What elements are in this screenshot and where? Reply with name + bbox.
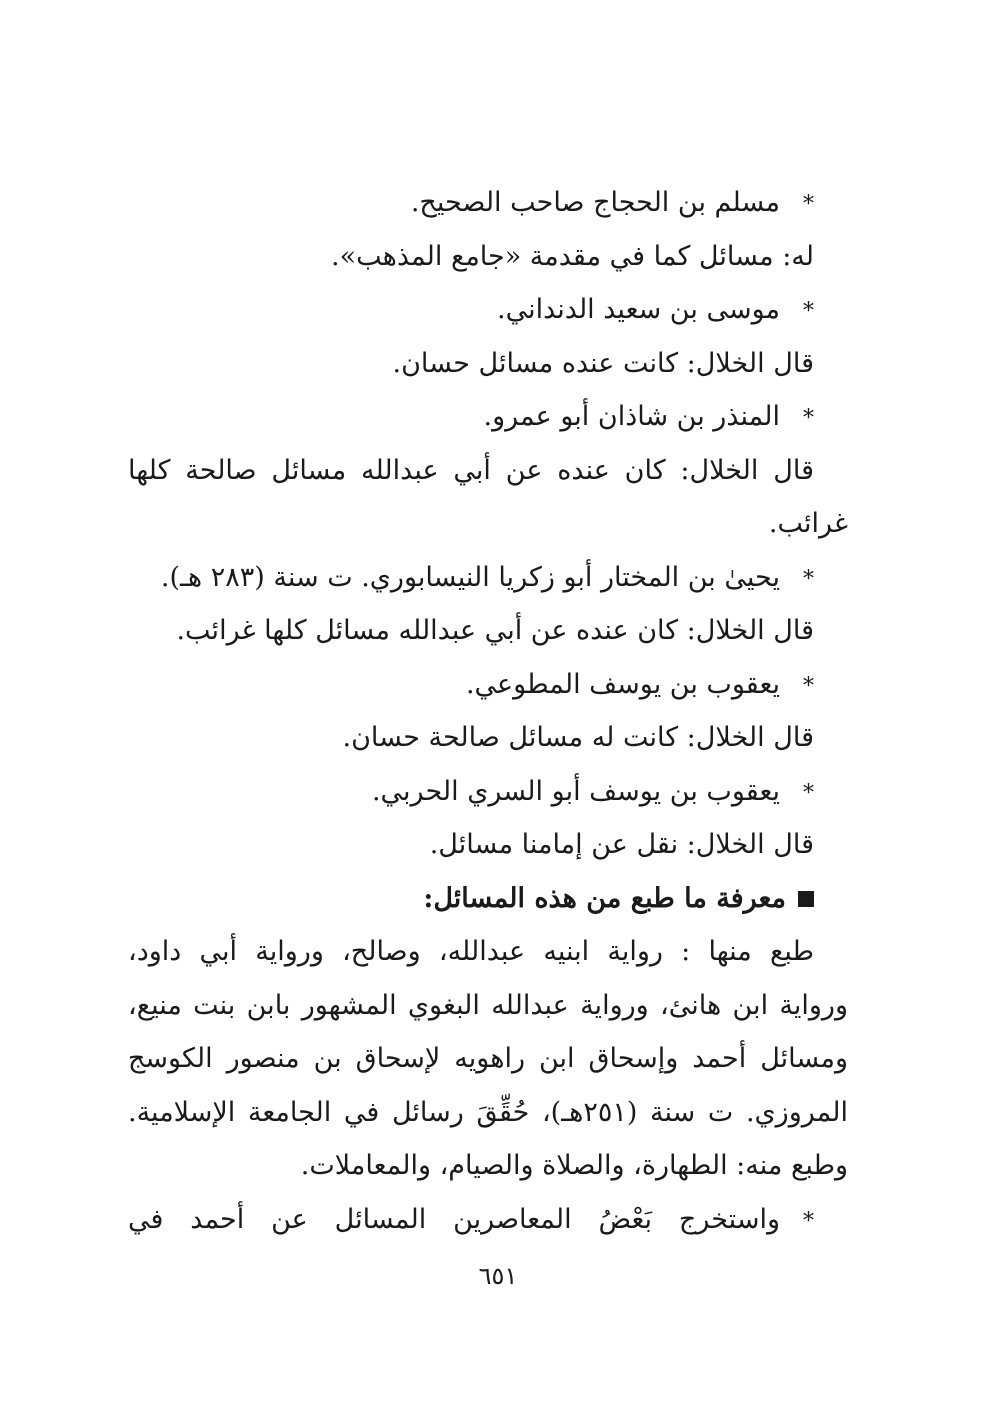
entry-mundhir-note-cont: غرائب. (768, 508, 848, 539)
bullet-star-icon: * (803, 192, 814, 217)
entry-mundhir-note: قال الخلال: كان عنده عن أبي عبدالله مسائل صالحة كلها (128, 454, 814, 486)
entry-mundhir: *المنذر بن شاذان أبو عمرو. (128, 390, 848, 444)
square-bullet-icon (798, 891, 814, 907)
paragraph-line: طبع منها : رواية ابنيه عبدالله، وصالح، ورواية أبي داود، (128, 936, 814, 967)
bullet-star-icon: * (803, 1208, 814, 1234)
entry-yahya: *يحيىٰ بن المختار أبو زكريا النيسابوري. ت سنة (٢٨٣ هـ). (128, 551, 848, 605)
paragraph-line: ومسائل أحمد وإسحاق ابن راهويه لإسحاق بن منصور الكوسج (128, 1043, 848, 1074)
entry-muslim: *مسلم بن الحجاج صاحب الصحيح. (128, 176, 848, 230)
entry-yaqub-harbi: *يعقوب بن يوسف أبو السري الحربي. (128, 765, 848, 819)
entry-musa: *موسى بن سعيد الدنداني. (128, 283, 848, 337)
entry-yaqub-mutawwii-note: قال الخلال: كانت له مسائل صالحة حسان. (342, 722, 814, 753)
page-number: ٦٥١ (478, 1262, 518, 1290)
paragraph-line: المروزي. ت سنة (٢٥١هـ)، حُقِّقَ رسائل في الجامعة الإسلامية. (128, 1096, 848, 1128)
bullet-star-icon: * (803, 673, 814, 699)
bullet-star-icon: * (803, 566, 814, 592)
paragraph-line: ورواية ابن هانئ، ورواية عبدالله البغوي المشهور بابن بنت منيع، (128, 989, 848, 1021)
bullet-star-icon: * (803, 780, 814, 806)
paragraph-line: وطبع منه: الطهارة، والصلاة والصيام، والمعاملات. (300, 1150, 848, 1181)
entry-yaqub-harbi-note: قال الخلال: نقل عن إمامنا مسائل. (429, 829, 814, 860)
entry-yaqub-mutawwii: *يعقوب بن يوسف المطوعي. (128, 658, 848, 712)
entry-yahya-note: قال الخلال: كان عنده عن أبي عبدالله مسائل كلها غرائب. (176, 615, 814, 646)
text-block (128, 176, 848, 1246)
entry-extraction: *واستخرج بَعْضُ المعاصرين المسائل عن أحمد في (128, 1193, 848, 1247)
entry-muslim-note: له: مسائل كما في مقدمة «جامع المذهب». (331, 240, 814, 272)
bullet-star-icon: * (803, 406, 814, 431)
bullet-star-icon: * (803, 299, 814, 324)
section-heading: معرفة ما طبع من هذه المسائل: (128, 872, 848, 926)
entry-musa-note: قال الخلال: كانت عنده مسائل حسان. (392, 347, 814, 379)
